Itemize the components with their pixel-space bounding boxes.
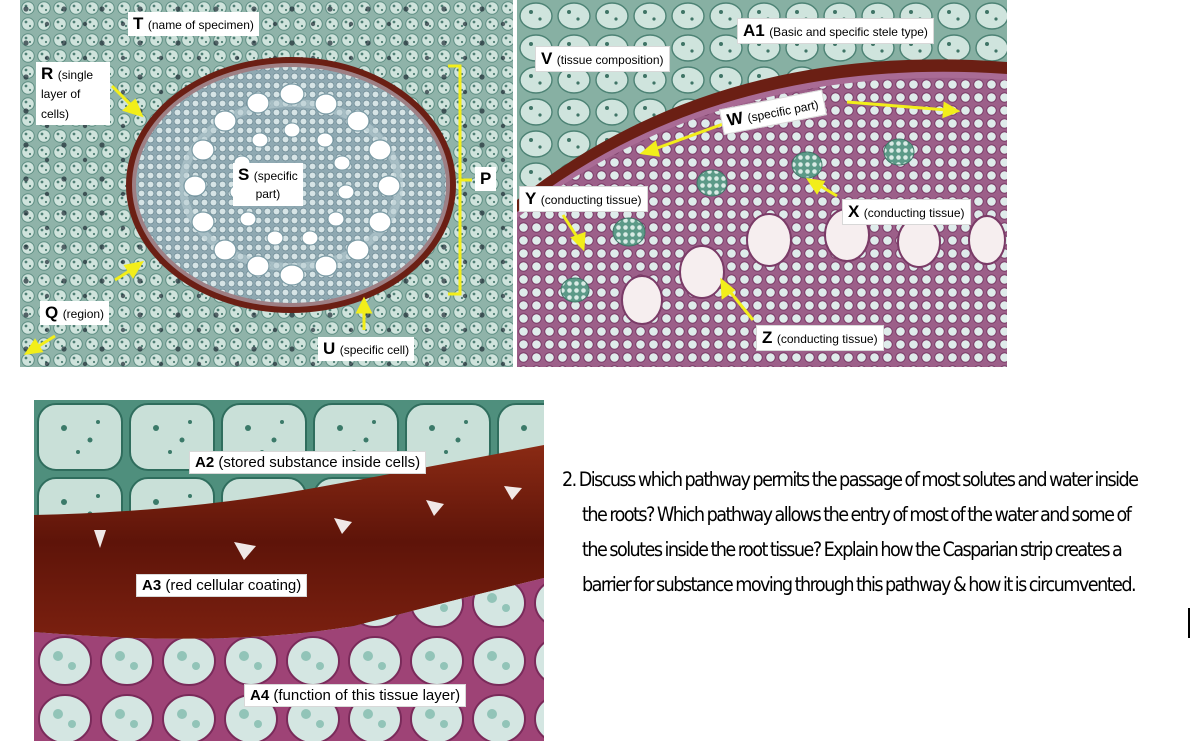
label-t-text: (name of specimen) [147, 18, 254, 32]
label-y-text: (conducting tissue) [540, 193, 642, 207]
label-r [36, 62, 110, 125]
label-v-text: (tissue composition) [556, 53, 664, 67]
label-x-letter: X [848, 202, 860, 221]
label-r-text-3: cells) [41, 106, 70, 121]
label-s [233, 163, 303, 206]
label-x [842, 199, 971, 225]
text-cursor [1188, 608, 1190, 638]
question-text [562, 462, 1194, 602]
label-z-letter: Z [762, 328, 773, 347]
label-t [128, 12, 259, 36]
label-r-letter: R [41, 64, 54, 83]
label-z [756, 325, 884, 351]
label-v-letter: V [541, 49, 553, 68]
label-r-text-2: layer of [41, 87, 81, 102]
label-a2-letter: A2 [195, 454, 215, 471]
label-y [519, 186, 648, 212]
label-a3-letter: A3 [142, 577, 162, 594]
label-a1-text: (Basic and specific stele type) [769, 25, 928, 39]
question-line-3: the solutes inside the root tissue? Explain how the Casparian strip creates a [582, 538, 1122, 561]
label-a1-letter: A1 [743, 21, 765, 40]
label-x-text: (conducting tissue) [863, 206, 965, 220]
label-s-letter: S [238, 165, 250, 184]
label-a3 [136, 574, 307, 597]
label-a4 [244, 684, 466, 707]
label-a2-text: (stored substance inside cells) [218, 454, 421, 471]
label-a4-letter: A4 [250, 687, 270, 704]
label-t-letter: T [133, 14, 144, 33]
label-p-letter: P [480, 169, 492, 188]
label-u-letter: U [323, 339, 336, 358]
label-q-letter: Q [45, 303, 59, 322]
label-r-text-1: (single [57, 68, 94, 82]
label-p [475, 167, 496, 191]
question-line-2: the roots? Which pathway allows the entry of most of the water and some of [582, 503, 1131, 526]
label-u [318, 337, 414, 361]
label-w-letter: W [725, 108, 745, 130]
label-w-text: (specific part) [746, 97, 820, 126]
label-a2 [189, 451, 426, 474]
label-y-letter: Y [525, 189, 537, 208]
label-a4-text: (function of this tissue layer) [273, 687, 461, 704]
label-s-text-1: (specific [253, 169, 298, 183]
label-q [40, 301, 109, 325]
question-line-4: barrier for substance moving through this pathway & how it is circumvented. [582, 573, 1136, 596]
label-a1 [737, 18, 934, 44]
label-s-text-2: part) [255, 187, 281, 202]
question-line-1: 2. Discuss which pathway permits the passage of most solutes and water inside [562, 468, 1138, 491]
label-u-text: (specific cell) [339, 343, 410, 357]
label-q-text: (region) [62, 307, 105, 321]
label-a3-text: (red cellular coating) [165, 577, 302, 594]
label-z-text: (conducting tissue) [776, 332, 878, 346]
label-v [535, 46, 670, 72]
